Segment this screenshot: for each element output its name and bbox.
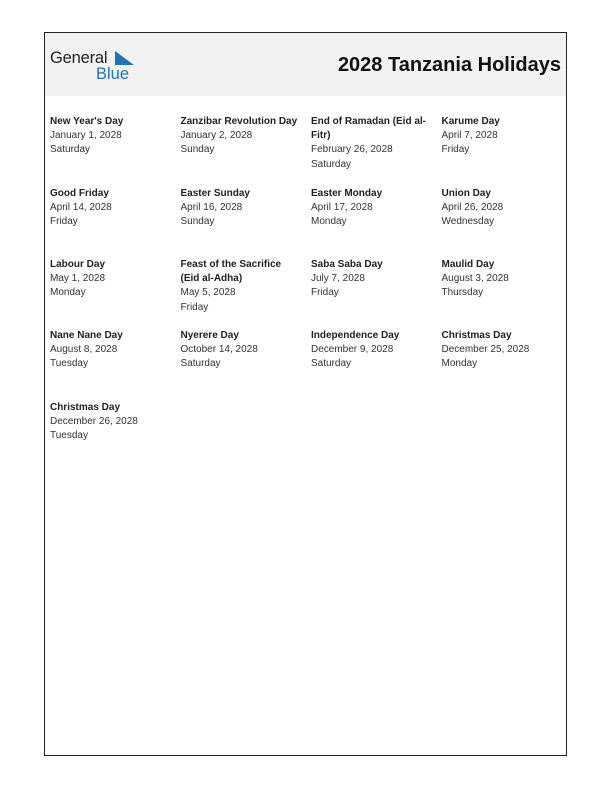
holiday-date: April 17, 2028 (311, 202, 373, 214)
holiday-date: April 14, 2028 (50, 202, 112, 214)
holiday-item (50, 187, 172, 230)
holiday-name: Good Friday (50, 188, 109, 199)
holiday-weekday: Wednesday (441, 216, 495, 228)
holiday-weekday: Saturday (180, 358, 221, 370)
holiday-name: End of Ramadan (Eid al-Fitr) (311, 116, 427, 142)
holiday-item (442, 329, 564, 372)
holiday-weekday: Sunday (180, 216, 215, 228)
holiday-weekday: Friday (180, 301, 209, 313)
holiday-name: Feast of the Sacrifice (Eid al-Adha) (180, 259, 282, 285)
holiday-date: February 26, 2028 (311, 144, 393, 156)
holiday-weekday: Monday (50, 287, 86, 299)
holiday-weekday: Tuesday (50, 430, 88, 442)
holiday-name: Christmas Day (50, 402, 121, 413)
holiday-item (442, 258, 564, 301)
holiday-name: Nyerere Day (180, 330, 239, 341)
holiday-name: Labour Day (50, 259, 106, 270)
generalblue-logo (50, 49, 140, 83)
holiday-date: April 7, 2028 (441, 130, 498, 142)
holiday-item (181, 115, 307, 158)
holiday-date: April 26, 2028 (441, 202, 504, 214)
holiday-weekday: Friday (311, 287, 339, 299)
holiday-name: Maulid Day (441, 259, 495, 270)
holiday-weekday: Saturday (311, 358, 352, 370)
holiday-weekday: Saturday (311, 158, 352, 170)
holiday-item (311, 329, 433, 372)
holiday-weekday: Friday (50, 216, 78, 228)
holiday-date: October 14, 2028 (180, 344, 258, 356)
holiday-item (50, 258, 172, 301)
holiday-name: Christmas Day (441, 330, 512, 341)
holiday-weekday: Sunday (180, 144, 215, 156)
holiday-name: Saba Saba Day (311, 259, 383, 270)
header-band (45, 33, 566, 96)
holiday-weekday: Monday (441, 358, 478, 370)
holiday-name: Easter Monday (311, 188, 383, 199)
holiday-item (50, 329, 172, 372)
holiday-item (181, 187, 303, 230)
holiday-date: December 25, 2028 (441, 344, 530, 356)
holiday-weekday: Tuesday (50, 358, 88, 370)
holiday-weekday: Saturday (50, 144, 91, 156)
page-title: 2028 Tanzania Holidays (337, 54, 561, 76)
holiday-name: New Year's Day (50, 116, 124, 127)
holiday-weekday: Monday (311, 216, 347, 228)
holiday-weekday: Thursday (441, 287, 484, 299)
holiday-item (311, 115, 429, 172)
holiday-item (311, 258, 433, 301)
holiday-date: May 5, 2028 (180, 287, 236, 299)
holiday-name: Karume Day (441, 116, 500, 127)
holiday-date: December 9, 2028 (311, 344, 394, 356)
holiday-weekday: Friday (441, 144, 470, 156)
holiday-date: July 7, 2028 (311, 273, 365, 285)
holiday-item (311, 187, 433, 230)
holiday-name: Independence Day (311, 330, 400, 341)
holiday-name: Union Day (441, 188, 491, 199)
page-frame (44, 32, 567, 756)
holiday-name: Nane Nane Day (50, 330, 123, 341)
holiday-item (50, 115, 172, 158)
holiday-date: January 1, 2028 (50, 130, 122, 142)
holiday-date: August 8, 2028 (50, 344, 118, 356)
holiday-name: Easter Sunday (180, 188, 250, 199)
holiday-date: December 26, 2028 (50, 416, 138, 428)
logo-word-general: General (50, 49, 108, 67)
holiday-item (181, 329, 303, 372)
holiday-date: April 16, 2028 (180, 202, 243, 214)
holiday-date: May 1, 2028 (50, 273, 106, 285)
holiday-date: August 3, 2028 (441, 273, 509, 285)
logo-flag-icon (115, 51, 134, 65)
holiday-name: Zanzibar Revolution Day (180, 116, 298, 127)
holiday-date: January 2, 2028 (180, 130, 253, 142)
holiday-item (50, 401, 172, 444)
holiday-item (181, 258, 297, 315)
holiday-item (442, 115, 564, 158)
holiday-item (442, 187, 564, 230)
logo-word-blue: Blue (96, 65, 130, 83)
